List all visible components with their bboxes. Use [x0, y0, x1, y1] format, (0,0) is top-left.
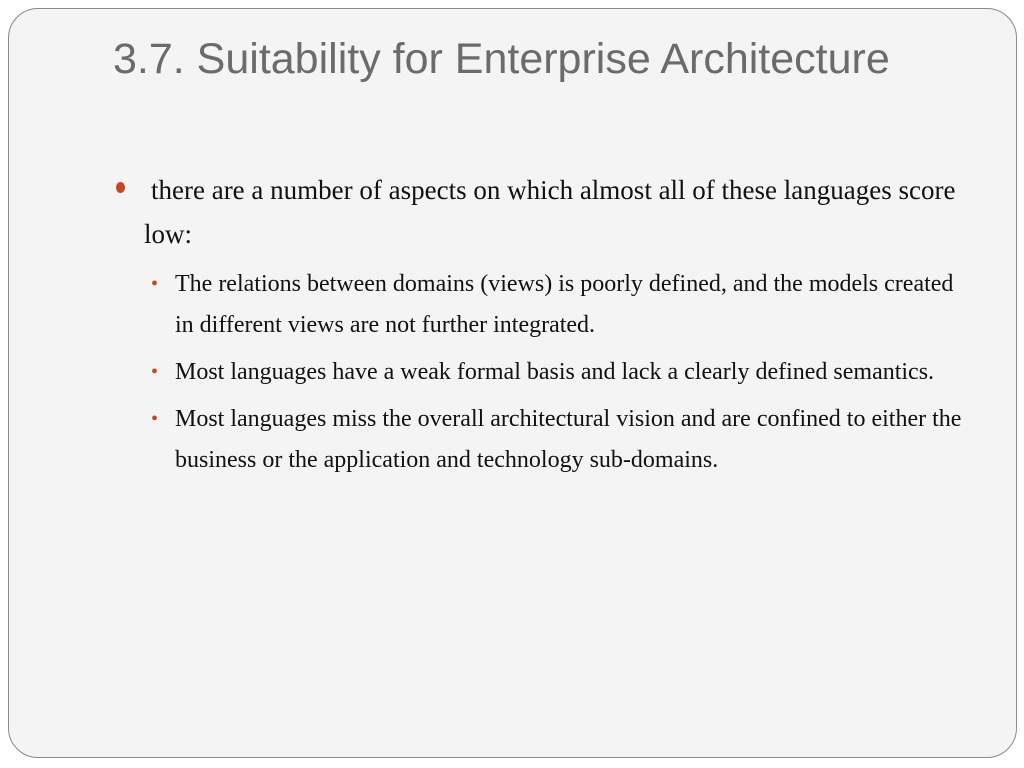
sub-bullet-text: Most languages have a weak formal basis and lack a clearly defined semantics. — [175, 359, 935, 385]
bullet-dot-icon — [116, 182, 125, 193]
main-bullet-text: there are a number of aspects on which almost all of these languages score low: — [144, 175, 956, 249]
sub-bullet-text: Most languages miss the overall architectural vision and are confined to either the business or the application and technology sub-domains. — [175, 406, 962, 473]
sub-bullet-item — [113, 264, 973, 346]
sub-bullet-item — [113, 399, 973, 481]
sub-bullet-text: The relations between domains (views) is poorly defined, and the models created in different views are not further integrated. — [175, 271, 954, 338]
slide-body — [113, 168, 973, 487]
sub-bullet-list — [113, 264, 973, 481]
sub-bullet-item — [113, 352, 973, 393]
slide-title: 3.7. Suitability for Enterprise Architecture — [113, 35, 890, 83]
sub-bullet-icon: • — [151, 408, 159, 430]
main-bullet-item — [113, 168, 973, 256]
sub-bullet-icon: • — [151, 361, 159, 383]
sub-bullet-icon: • — [151, 273, 159, 295]
